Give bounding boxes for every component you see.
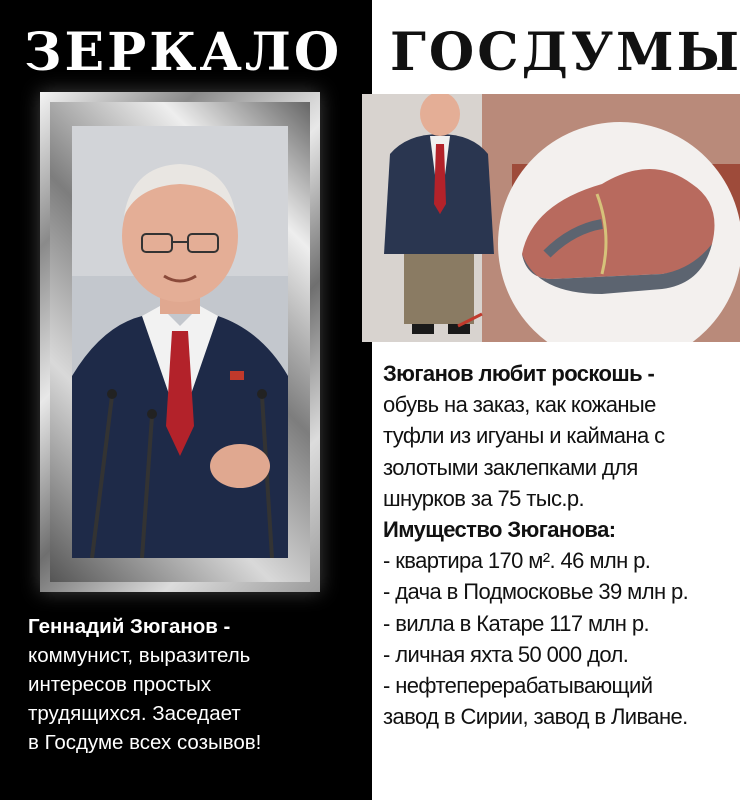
caption-line: Геннадий Зюганов -: [28, 615, 231, 638]
mirror-glass: [72, 126, 288, 558]
politician-portrait: [72, 126, 288, 558]
property-item: - личная яхта 50 000 дол.: [383, 641, 629, 667]
property-heading: Имущество Зюганова:: [383, 517, 616, 543]
caption-line: коммунист, выразитель: [28, 644, 251, 667]
property-item: - вилла в Катаре 117 млн р.: [383, 610, 650, 636]
property-item: - дача в Подмосковье 39 млн р.: [383, 579, 689, 605]
property-item: завод в Сирии, завод в Ливане.: [383, 704, 688, 730]
shoes-illustration: [362, 94, 740, 342]
property-item: - квартира 170 м². 46 млн р.: [383, 548, 651, 574]
luxury-line: туфли из игуаны и каймана с: [383, 423, 665, 449]
right-text-block: [383, 358, 741, 732]
luxury-line: шнурков за 75 тыс.р.: [383, 485, 585, 511]
title-right: ГОСДУМЫ: [390, 22, 743, 83]
caption-line: в Госдуме всех созывов!: [28, 731, 262, 754]
left-caption: [28, 612, 358, 757]
mirror-frame: [40, 92, 320, 592]
caption-line: интересов простых: [28, 673, 212, 696]
luxury-line: золотыми заклепками для: [383, 454, 638, 480]
title-left: ЗЕРКАЛО: [24, 22, 343, 83]
luxury-heading: Зюганов любит роскошь -: [383, 361, 655, 386]
shoes-photo: [362, 94, 740, 342]
luxury-line: обувь на заказ, как кожаные: [383, 392, 656, 418]
property-item: - нефтеперерабатывающий: [383, 673, 653, 699]
caption-line: трудящихся. Заседает: [28, 702, 241, 725]
